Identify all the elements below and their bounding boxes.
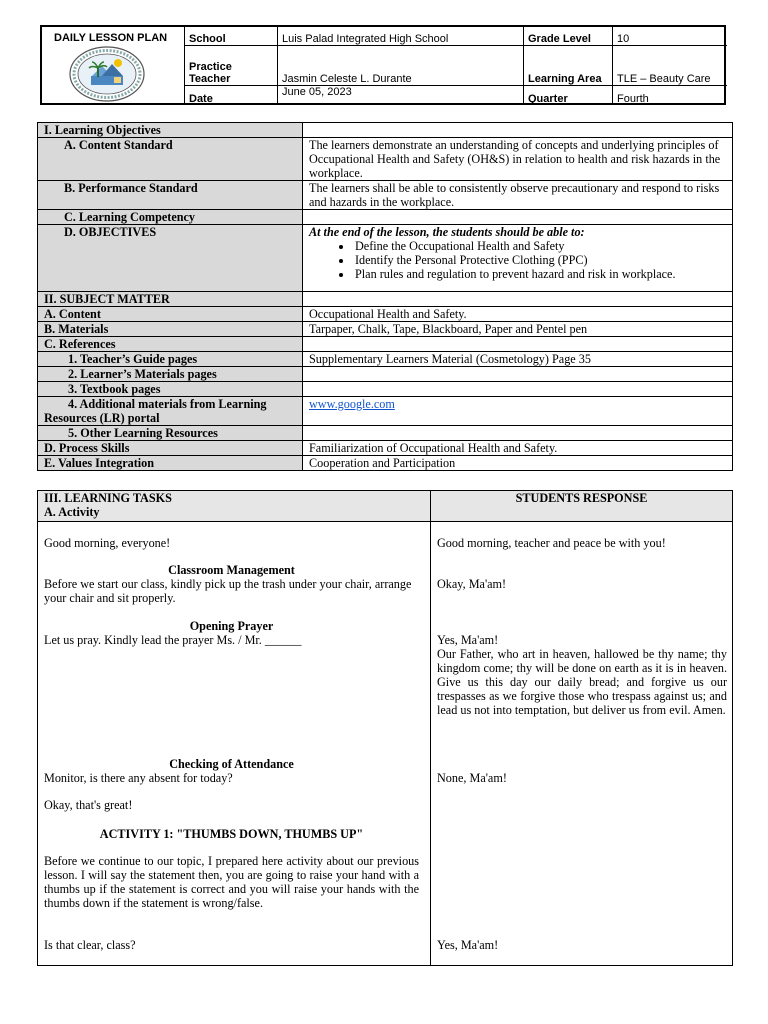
table-row xyxy=(38,307,733,322)
table-row xyxy=(38,337,733,352)
process-skills-text: Familiarization of Occupational Health and Safety. xyxy=(303,441,733,456)
row-label: 5. Other Learning Resources xyxy=(38,426,303,441)
row-label: D. Process Skills xyxy=(38,441,303,456)
header-value: Fourth xyxy=(613,85,728,105)
row-label: A. Content Standard xyxy=(38,138,303,181)
content-standard-text: The learners demonstrate an understanding of concepts and underlying principles of Occupational Health and Safety (OH&S) in relation to health and risk hazards in the workplace. xyxy=(303,138,733,181)
lords-prayer-text: Our Father, who art in heaven, hallowed be thy name; thy kingdom come; thy will be done on earth as it is in heaven. Give us this day our daily bread; and forgive us our trespasses as we forgive those who trespass against us; and lead us not into temptation, but deliver us from evil. Amen. xyxy=(437,647,727,717)
additional-materials-cell xyxy=(303,397,733,426)
row-label: 1. Teacher’s Guide pages xyxy=(38,352,303,367)
content-text: Occupational Health and Safety. xyxy=(303,307,733,322)
student-greeting: Good morning, teacher and peace be with you! xyxy=(437,536,666,550)
header-value: Jasmin Celeste L. Durante xyxy=(278,46,524,86)
row-label: 4. Additional materials from Learning Resources (LR) portal xyxy=(38,397,303,426)
learning-tasks-table xyxy=(37,490,733,966)
row-label: D. OBJECTIVES xyxy=(38,225,303,292)
table-row xyxy=(38,123,733,138)
table-row xyxy=(38,456,733,471)
attendance-question: Monitor, is there any absent for today? xyxy=(44,771,233,785)
header-value: TLE – Beauty Care xyxy=(613,46,728,86)
learners-materials-text xyxy=(303,367,733,382)
table-row xyxy=(38,441,733,456)
header-value: 10 xyxy=(613,26,728,46)
table-row xyxy=(38,292,733,307)
header-row xyxy=(185,85,728,105)
list-item: • Identify the Personal Protective Clothing (PPC) xyxy=(353,253,726,267)
header-value: Luis Palad Integrated High School xyxy=(278,26,524,46)
teacher-greeting: Good morning, everyone! xyxy=(44,536,171,550)
students-column xyxy=(431,522,733,966)
student-yes-clear: Yes, Ma'am! xyxy=(437,938,499,952)
table-row xyxy=(38,181,733,210)
table-row xyxy=(38,322,733,337)
student-yes: Yes, Ma'am! xyxy=(437,633,499,647)
learning-tasks-wrapper xyxy=(37,490,733,966)
activity-title: ACTIVITY 1: "THUMBS DOWN, THUMBS UP" xyxy=(99,827,364,841)
objectives-list xyxy=(309,239,726,281)
teacher-column xyxy=(38,522,431,966)
header-label: Quarter xyxy=(524,85,613,105)
header-row xyxy=(185,26,728,46)
activity-label: A. Activity xyxy=(44,505,100,519)
values-text: Cooperation and Participation xyxy=(303,456,733,471)
objectives-table xyxy=(37,122,733,471)
table-row xyxy=(38,138,733,181)
table-row xyxy=(38,352,733,367)
row-label: 3. Textbook pages xyxy=(38,382,303,397)
materials-text: Tarpaper, Chalk, Tape, Blackboard, Paper and Pentel pen xyxy=(303,322,733,337)
teachers-guide-text: Supplementary Learners Material (Cosmetology) Page 35 xyxy=(303,352,733,367)
table-row xyxy=(38,426,733,441)
header-row xyxy=(185,46,728,86)
tasks-title: III. LEARNING TASKS xyxy=(44,491,172,505)
header-label: Date xyxy=(185,85,278,105)
student-okay: Okay, Ma'am! xyxy=(437,577,507,591)
student-none: None, Ma'am! xyxy=(437,771,507,785)
competency-text xyxy=(303,210,733,225)
objectives-cell xyxy=(303,225,733,292)
performance-standard-text: The learners shall be able to consistently observe precautionary and respond to risks and hazards in the workplace. xyxy=(303,181,733,210)
table-cell xyxy=(303,292,733,307)
section-heading: I. Learning Objectives xyxy=(38,123,303,138)
table-cell xyxy=(303,337,733,352)
header-value: June 05, 2023 xyxy=(278,85,524,105)
prayer-instruction: Let us pray. Kindly lead the prayer Ms. / Mr. ______ xyxy=(44,633,302,647)
row-label: A. Content xyxy=(38,307,303,322)
opening-prayer-title: Opening Prayer xyxy=(189,619,274,633)
table-row xyxy=(38,367,733,382)
row-label: E. Values Integration xyxy=(38,456,303,471)
table-header-row xyxy=(38,491,733,522)
list-item: • Plan rules and regulation to prevent hazard and risk in workplace. xyxy=(353,267,726,281)
tasks-header xyxy=(38,491,431,522)
table-row xyxy=(38,210,733,225)
activity-instructions: Before we continue to our topic, I prepared here activity about our previous lesson. I will say the statement then, you are going to raise your hand with a thumbs up if the statement is correct and you will raise your hands with the thumbs down if the statement is wrong/false. xyxy=(44,854,419,910)
table-row xyxy=(38,382,733,397)
objectives-intro: At the end of the lesson, the students should be able to: xyxy=(309,225,585,239)
clear-question: Is that clear, class? xyxy=(44,938,136,952)
header-info-table xyxy=(184,26,727,105)
lesson-plan-header xyxy=(40,25,726,105)
great-text: Okay, that's great! xyxy=(44,798,133,812)
section-heading: II. SUBJECT MATTER xyxy=(38,292,303,307)
table-row xyxy=(38,397,733,426)
header-label: Learning Area xyxy=(524,46,613,86)
school-seal-logo xyxy=(68,46,146,102)
header-label: Grade Level xyxy=(524,26,613,46)
row-label: C. References xyxy=(38,337,303,352)
table-cell xyxy=(303,123,733,138)
list-item: • Define the Occupational Health and Safety xyxy=(353,239,726,253)
other-resources-text xyxy=(303,426,733,441)
row-label: C. Learning Competency xyxy=(38,210,303,225)
table-row xyxy=(38,225,733,292)
students-response-header: STUDENTS RESPONSE xyxy=(431,491,733,522)
document-title: DAILY LESSON PLAN xyxy=(54,32,168,44)
row-label: 2. Learner’s Materials pages xyxy=(38,367,303,382)
google-link[interactable]: www.google.com xyxy=(309,397,395,411)
objectives-table-wrapper xyxy=(37,122,733,471)
classroom-management-text: Before we start our class, kindly pick up the trash under your chair, arrange your chair and sit properly. xyxy=(44,577,412,605)
row-label: B. Performance Standard xyxy=(38,181,303,210)
attendance-title: Checking of Attendance xyxy=(169,757,294,771)
table-row xyxy=(38,522,733,966)
row-label: B. Materials xyxy=(38,322,303,337)
header-label: Practice Teacher xyxy=(185,46,278,86)
header-label: School xyxy=(185,26,278,46)
textbook-text xyxy=(303,382,733,397)
classroom-management-title: Classroom Management xyxy=(168,563,295,577)
